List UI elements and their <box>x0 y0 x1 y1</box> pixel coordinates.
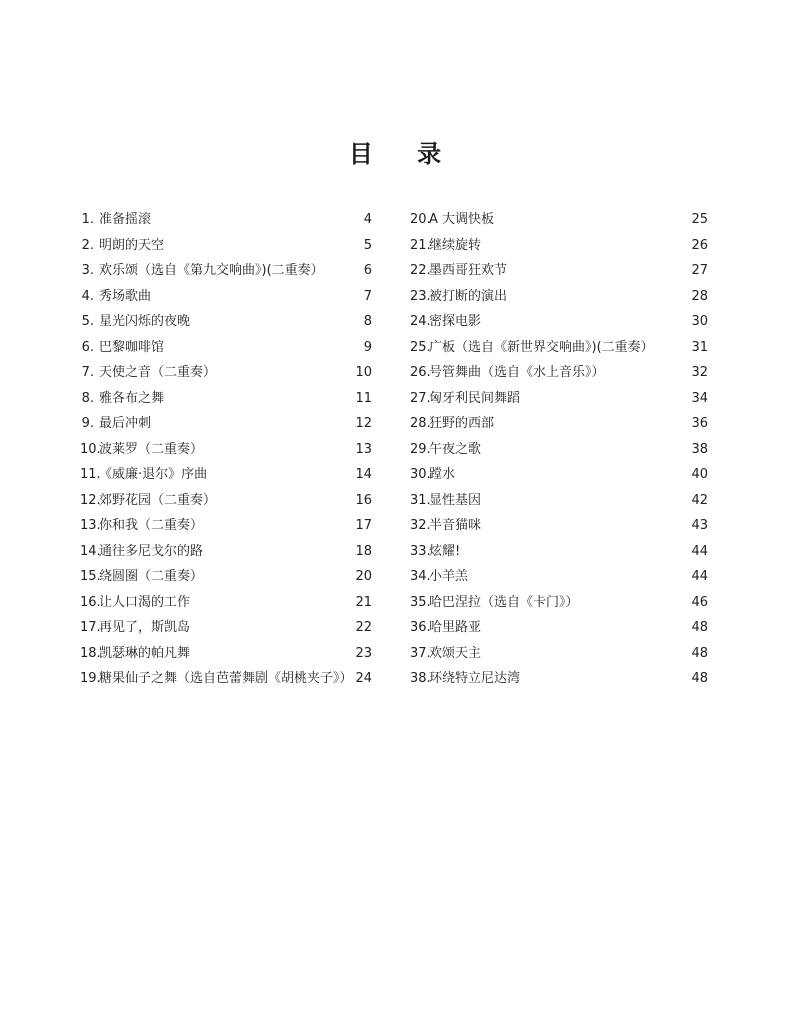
toc-entry-number: 1. <box>81 212 94 227</box>
toc-entry-page: 10 <box>355 365 372 380</box>
page-title: 目 录 <box>348 139 460 169</box>
toc-entry-page: 18 <box>355 543 372 559</box>
toc-entry-page: 38 <box>691 441 708 457</box>
toc-entry-page: 25 <box>691 212 708 227</box>
toc-entry-page: 20 <box>355 569 372 584</box>
toc-entry[interactable] <box>410 668 708 694</box>
toc-entry[interactable] <box>80 337 372 363</box>
toc-entry-number: 23. <box>410 288 431 304</box>
toc-entry-page: 30 <box>691 314 708 329</box>
toc-entry-page: 21 <box>355 594 372 610</box>
toc-entry-title: 最后冲刺 <box>99 416 152 431</box>
toc-entry-title: 被打断的演出 <box>429 288 508 304</box>
toc-entry-page: 13 <box>355 441 372 457</box>
toc-entry-page: 48 <box>691 671 708 686</box>
toc-entry[interactable] <box>410 311 708 337</box>
toc-entry-number: 3. <box>81 263 94 278</box>
toc-entry[interactable] <box>410 286 708 312</box>
toc-entry[interactable] <box>80 286 372 312</box>
toc-entry-page: 11 <box>355 390 372 406</box>
toc-entry-number: 33. <box>410 543 431 559</box>
toc-entry-title: 欢颂天主 <box>429 645 482 661</box>
toc-entry-page: 23 <box>355 645 372 661</box>
toc-entry-number: 7. <box>81 365 94 380</box>
toc-entry-title: 波莱罗（二重奏） <box>99 441 204 457</box>
toc-entry-title: 《威廉·退尔》序曲 <box>99 467 208 482</box>
toc-entry[interactable] <box>80 209 372 235</box>
toc-entry[interactable] <box>80 490 372 516</box>
toc-entry-title: 广板（选自《新世界交响曲》)(二重奏） <box>429 339 654 355</box>
toc-entry[interactable] <box>410 464 708 490</box>
toc-entry-page: 27 <box>691 263 708 278</box>
toc-entry-title: A 大调快板 <box>429 212 495 227</box>
toc-entry-title: 哈里路亚 <box>429 620 482 635</box>
toc-entry-number: 6. <box>81 339 94 355</box>
toc-entry[interactable] <box>410 388 708 414</box>
toc-entry-page: 17 <box>355 518 372 533</box>
toc-entry-number: 37. <box>410 645 431 661</box>
toc-entry-title: 小羊羔 <box>429 569 469 584</box>
toc-entry-page: 7 <box>363 288 372 304</box>
toc-entry[interactable] <box>80 413 372 439</box>
toc-entry-number: 19. <box>80 671 101 686</box>
toc-entry-page: 32 <box>691 365 708 380</box>
toc-entry[interactable] <box>410 515 708 541</box>
toc-entry-number: 20. <box>410 212 431 227</box>
toc-entry-number: 10. <box>80 441 101 457</box>
toc-entry[interactable] <box>80 311 372 337</box>
toc-entry-title: 让人口渴的工作 <box>99 594 191 610</box>
toc-entry-page: 8 <box>363 314 372 329</box>
toc-entry-title: 号管舞曲（选自《水上音乐》） <box>429 365 605 380</box>
toc-entry-number: 22. <box>410 263 431 278</box>
toc-entry-title: 凯瑟琳的帕凡舞 <box>99 645 191 661</box>
toc-entry-number: 15. <box>80 569 101 584</box>
toc-entry[interactable] <box>80 592 372 618</box>
toc-entry-number: 13. <box>80 518 101 533</box>
toc-entry-title: 绕圆圈（二重奏） <box>99 569 204 584</box>
toc-entry-title: 你和我（二重奏） <box>99 518 204 533</box>
toc-entry-number: 17. <box>80 620 101 635</box>
toc-entry-page: 5 <box>363 237 372 253</box>
toc-entry[interactable] <box>410 235 708 261</box>
toc-entry-number: 35. <box>410 594 431 610</box>
toc-entry-page: 4 <box>363 212 372 227</box>
toc-entry-title: 哈巴涅拉（选自《卡门》） <box>429 594 579 610</box>
toc-entry-page: 16 <box>355 492 372 508</box>
toc-entry[interactable] <box>410 490 708 516</box>
toc-entry[interactable] <box>80 388 372 414</box>
toc-entry[interactable] <box>410 337 708 363</box>
toc-entry-title: 炫耀! <box>429 543 461 559</box>
toc-entry-number: 26. <box>410 365 431 380</box>
toc-entry-title: 糖果仙子之舞（选自芭蕾舞剧《胡桃夹子》） <box>99 671 353 686</box>
toc-entry[interactable] <box>410 643 708 669</box>
toc-entry-page: 6 <box>363 263 372 278</box>
toc-entry-page: 26 <box>691 237 708 253</box>
toc-entry-title: 准备摇滚 <box>99 212 152 227</box>
toc-entry-title: 秀场歌曲 <box>99 288 152 304</box>
toc-entry[interactable] <box>80 260 372 286</box>
toc-entry-number: 30. <box>410 467 431 482</box>
toc-entry[interactable] <box>80 668 372 694</box>
toc-entry-page: 48 <box>691 645 708 661</box>
toc-entry-title: 环绕特立尼达湾 <box>429 671 521 686</box>
toc-entry-title: 墨西哥狂欢节 <box>429 263 508 278</box>
toc-entry-number: 25. <box>410 339 431 355</box>
toc-entry-number: 29. <box>410 441 431 457</box>
toc-entry-title: 郊野花园（二重奏） <box>99 492 217 508</box>
toc-entry-number: 27. <box>410 390 431 406</box>
toc-entry-page: 14 <box>355 467 372 482</box>
toc-entry-title: 明朗的天空 <box>99 237 165 253</box>
toc-entry-number: 4. <box>81 288 94 304</box>
toc-entry-number: 16. <box>80 594 101 610</box>
toc-entry-page: 34 <box>691 390 708 406</box>
toc-entry-title: 蹚水 <box>429 467 456 482</box>
toc-entry-page: 28 <box>691 288 708 304</box>
toc-entry-number: 34. <box>410 569 431 584</box>
toc-entry-number: 38. <box>410 671 431 686</box>
toc-entry-page: 48 <box>691 620 708 635</box>
toc-entry[interactable] <box>80 439 372 465</box>
toc-entry-page: 31 <box>691 339 708 355</box>
toc-entry-number: 11. <box>80 467 101 482</box>
toc-entry-number: 28. <box>410 416 431 431</box>
toc-entry[interactable] <box>80 643 372 669</box>
toc-entry[interactable] <box>410 592 708 618</box>
toc-entry-page: 40 <box>691 467 708 482</box>
toc-entry[interactable] <box>410 439 708 465</box>
toc-entry[interactable] <box>410 209 708 235</box>
toc-entry-title: 欢乐颂（选自《第九交响曲》)(二重奏） <box>99 263 324 278</box>
toc-entry[interactable] <box>410 566 708 592</box>
toc-entry[interactable] <box>80 541 372 567</box>
toc-entry-page: 12 <box>355 416 372 431</box>
toc-entry[interactable] <box>410 260 708 286</box>
toc-entry-page: 43 <box>691 518 708 533</box>
toc-entry-title: 通往多尼戈尔的路 <box>99 543 204 559</box>
toc-entry-number: 12. <box>80 492 101 508</box>
toc-entry-number: 24. <box>410 314 431 329</box>
toc-entry[interactable] <box>80 235 372 261</box>
toc-entry-title: 显性基因 <box>429 492 482 508</box>
toc-entry-number: 36. <box>410 620 431 635</box>
toc-entry-title: 继续旋转 <box>429 237 482 253</box>
toc-entry-title: 雅各布之舞 <box>99 390 165 406</box>
toc-entry-number: 18. <box>80 645 101 661</box>
toc-entry-title: 午夜之歌 <box>429 441 482 457</box>
toc-entry-page: 44 <box>691 543 708 559</box>
toc-entry-page: 42 <box>691 492 708 508</box>
toc-entry[interactable] <box>80 515 372 541</box>
toc-entry[interactable] <box>80 362 372 388</box>
toc-entry-title: 巴黎咖啡馆 <box>99 339 165 355</box>
toc-entry-number: 31. <box>410 492 431 508</box>
toc-entry-title: 密探电影 <box>429 314 482 329</box>
toc-entry[interactable] <box>80 464 372 490</box>
toc-entry-title: 半音猫咪 <box>429 518 482 533</box>
toc-entry-title: 星光闪烁的夜晚 <box>99 314 191 329</box>
toc-entry-number: 21. <box>410 237 431 253</box>
toc-entry-number: 32. <box>410 518 431 533</box>
toc-entry-title: 再见了，斯凯岛 <box>99 620 191 635</box>
toc-entry[interactable] <box>410 541 708 567</box>
toc-entry-number: 8. <box>81 390 94 406</box>
toc-entry[interactable] <box>410 362 708 388</box>
toc-entry[interactable] <box>410 413 708 439</box>
toc-entry-number: 14. <box>80 543 101 559</box>
toc-entry-page: 44 <box>691 569 708 584</box>
toc-entry[interactable] <box>80 617 372 643</box>
toc-entry-title: 天使之音（二重奏） <box>99 365 217 380</box>
toc-entry-title: 匈牙利民间舞蹈 <box>429 390 521 406</box>
toc-entry-page: 22 <box>355 620 372 635</box>
toc-right-column <box>410 209 708 694</box>
toc-entry-number: 9. <box>81 416 94 431</box>
toc-left-column <box>80 209 372 694</box>
toc-entry-page: 24 <box>355 671 372 686</box>
toc-entry[interactable] <box>80 566 372 592</box>
toc-entry-page: 46 <box>691 594 708 610</box>
toc-entry-number: 5. <box>81 314 94 329</box>
toc-entry[interactable] <box>410 617 708 643</box>
toc-entry-title: 狂野的西部 <box>429 416 495 431</box>
toc-entry-page: 36 <box>691 416 708 431</box>
toc-entry-page: 9 <box>363 339 372 355</box>
toc-entry-number: 2. <box>81 237 94 253</box>
